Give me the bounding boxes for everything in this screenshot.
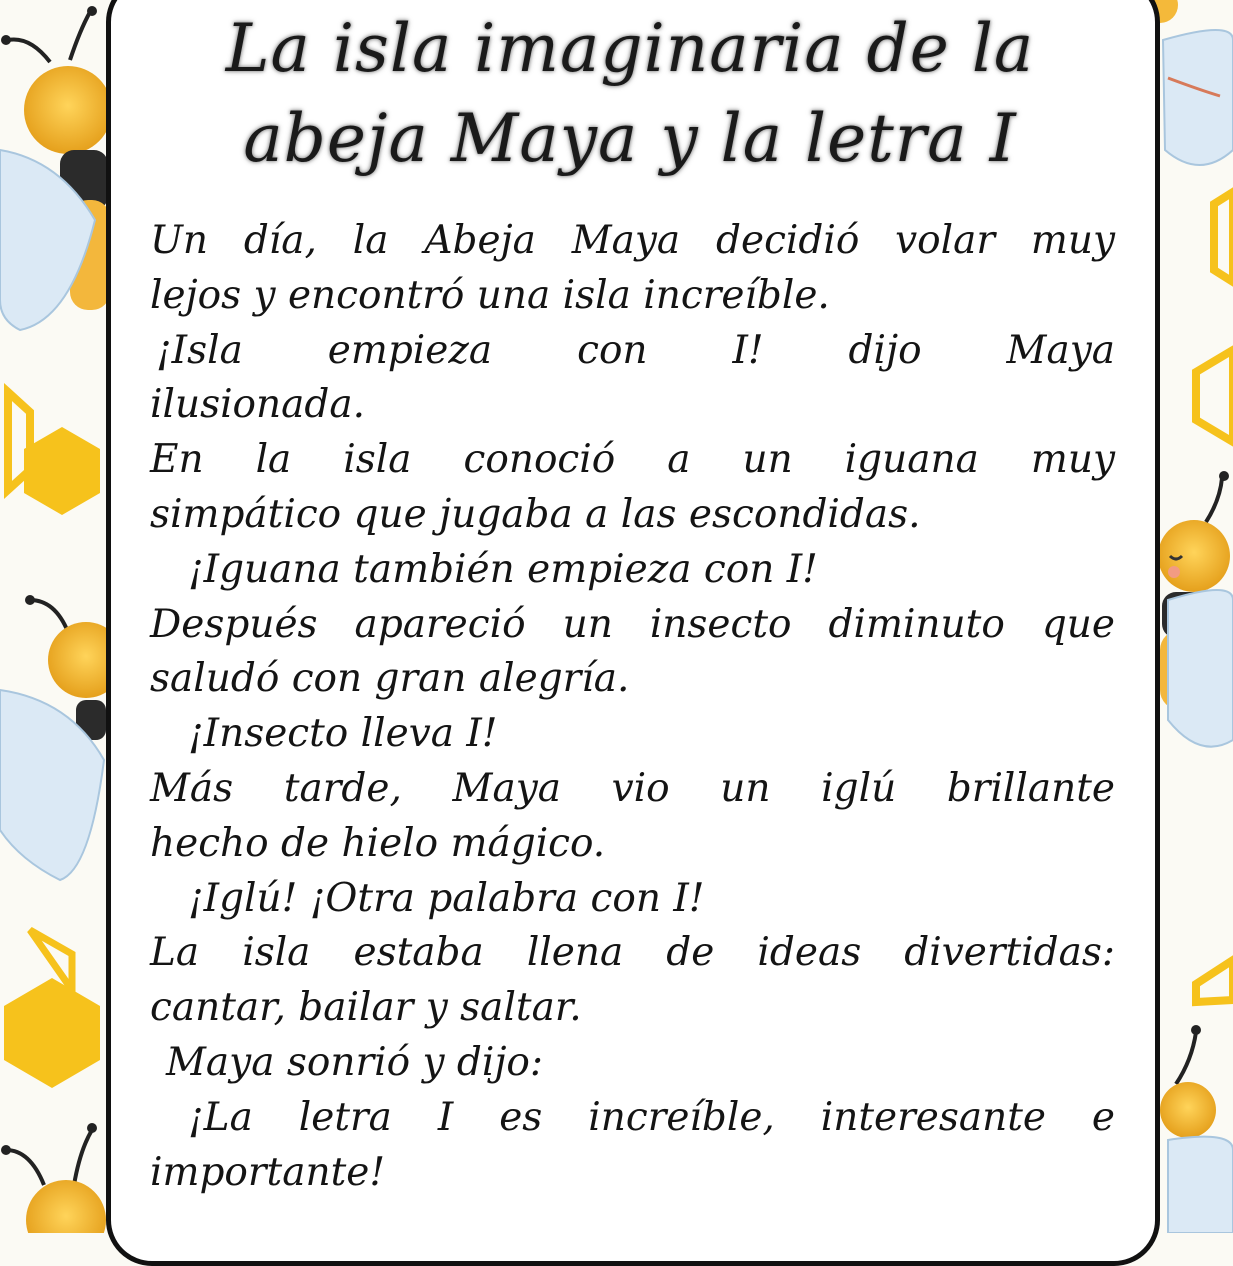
story-line: En la isla conoció a un iguana muy [150, 437, 1115, 483]
story-line: Después apareció un insecto diminuto que [150, 601, 1115, 647]
honeycomb-icon [4, 930, 100, 1088]
story-line: ¡La letra I es increíble, interesante e [188, 1094, 1115, 1140]
story-text [150, 214, 1115, 1200]
story-line: ¡Insecto lleva I! [188, 711, 498, 757]
bee-icon [1, 1123, 106, 1233]
title-line-2: abeja Maya y la letra I [243, 100, 1017, 177]
story-line: cantar, bailar y saltar. [150, 985, 582, 1031]
story-line: ¡Iglú! ¡Otra palabra con I! [188, 875, 705, 921]
story-line: ¡Isla empieza con I! dijo Maya [156, 327, 1115, 373]
story-line: Un día, la Abeja Maya decidió volar muy [150, 218, 1115, 263]
story-line: ¡Iguana también empieza con I! [188, 546, 818, 592]
story-line: Más tarde, Maya vio un iglú brillante [150, 765, 1115, 811]
bee-icon [1158, 471, 1233, 747]
honeycomb-icon [1196, 960, 1233, 1002]
story-line: importante! [150, 1149, 386, 1195]
story-line: hecho de hielo mágico. [150, 820, 606, 866]
story-line: La isla estaba llena de ideas divertidas: [150, 930, 1115, 976]
bee-icon [1160, 1025, 1233, 1233]
story-line: saludó con gran alegría. [150, 656, 630, 702]
bee-icon [0, 6, 112, 330]
honeycomb-icon [1196, 192, 1233, 442]
story-line: ilusionada. [150, 382, 366, 428]
title-line-1: La isla imaginaria de la [225, 10, 1035, 87]
story-line: lejos y encontró una isla increíble. [150, 272, 830, 318]
story-line: simpático que jugaba a las escondidas. [150, 491, 921, 537]
honeycomb-icon [8, 392, 100, 515]
story-line: Maya sonrió y dijo: [166, 1039, 544, 1085]
